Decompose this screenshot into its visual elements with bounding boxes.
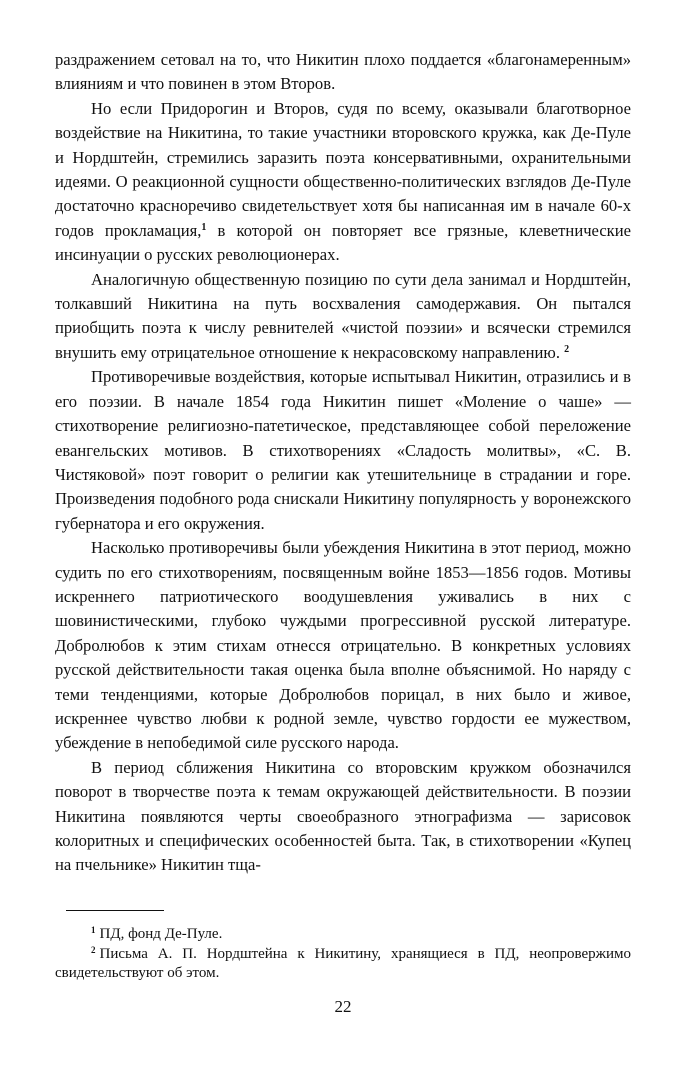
footnote-1-text: ПД, фонд Де-Пуле.	[99, 926, 223, 942]
paragraph-2-text-after: в которой он повторяет все грязные, клеветнические инсинуации о русских революционерах.	[55, 220, 631, 265]
paragraph-4	[55, 365, 631, 536]
footnote-divider	[66, 910, 164, 911]
page-number: 22	[334, 997, 352, 1016]
paragraph-5-text: Насколько противоречивы были убеждения Никитина в этот период, можно судить по его стихотворениям, посвященным войне 1853—1856 годов. Мотивы искреннего патриотического воодушевления уживались в них с шовинистическими, глубоко чуждыми прогрессивной русской литературе. Добролюбов к этим стихам отнесся отрицательно. В конкретных условиях русской действительности такая оценка была вполне объяснимой. Но наряду с теми тенденциями, которые Добролюбов порицал, в них было и живое, искреннее чувство любви к родной земле, чувство гордости ее мужеством, убеждение в непобедимой силе русского народа.	[55, 538, 631, 753]
paragraph-3-text: Аналогичную общественную позицию по сути дела занимал и Нордштейн, толкавший Никитина на путь восхваления самодержавия. Он пытался приобщить поэта к числу ревнителей «чистой поэзии» и всячески стремился внушить ему отрицательное отношение к некрасовскому направлению.	[55, 269, 631, 362]
footnote-1-mark: 1	[91, 925, 96, 935]
paragraph-2-text: Но если Придорогин и Второв, судя по всему, оказывали благотворное воздействие на Никитина, то такие участники второвского кружка, как Де-Пуле и Нордштейн, стремились заразить поэта консервативными, охранительными идеями. О реакционной сущности общественно-политических взглядов Де-Пуле достаточно красноречиво свидетельствует хотя бы написанная им в начале 60-х годов прокламация,	[55, 98, 631, 240]
footnote-ref-2[interactable]: 2	[564, 343, 570, 355]
paragraph-3	[55, 268, 631, 366]
footnote-1	[55, 925, 631, 945]
footnote-2-text: Письма А. П. Нордштейна к Никитину, хранящиеся в ПД, неопровержимо свидетельствуют об этом.	[55, 945, 631, 981]
paragraph-5	[55, 536, 631, 756]
footnote-2	[55, 945, 631, 984]
paragraph-6	[55, 756, 631, 878]
paragraph-6-text: В период сближения Никитина со второвским кружком обозначился поворот в творчестве поэта к темам окружающей действительности. В поэзии Никитина появляются черты своеобразного этнографизма — зарисовок колоритных и специфических особенностей быта. Так, в стихотворении «Купец на пчельнике» Никитин тща-	[55, 757, 631, 875]
paragraph-4-text: Противоречивые воздействия, которые испытывал Никитин, отразились и в его поэзии. В начале 1854 года Никитин пишет «Моление о чаше» — стихотворение религиозно-патетическое, представляющее собой переложение евангельских мотивов. В стихотворениях «Сладость молитвы», «С. В. Чистяковой» поэт говорит о религии как утешительнице в страдании и горе. Произведения подобного рода снискали Никитину популярность у воронежского губернатора и его окружения.	[55, 367, 631, 533]
footnote-2-mark: 2	[91, 944, 96, 955]
paragraph-2	[55, 97, 631, 268]
footnote-ref-1[interactable]: 1	[201, 221, 207, 233]
paragraph-1	[55, 48, 631, 97]
paragraph-1-text: раздражением сетовал на то, что Никитин плохо поддается «благонамеренным» влияниям и что повинен в этом Второв.	[55, 50, 631, 94]
footnotes	[55, 925, 631, 984]
page-body	[55, 48, 631, 878]
